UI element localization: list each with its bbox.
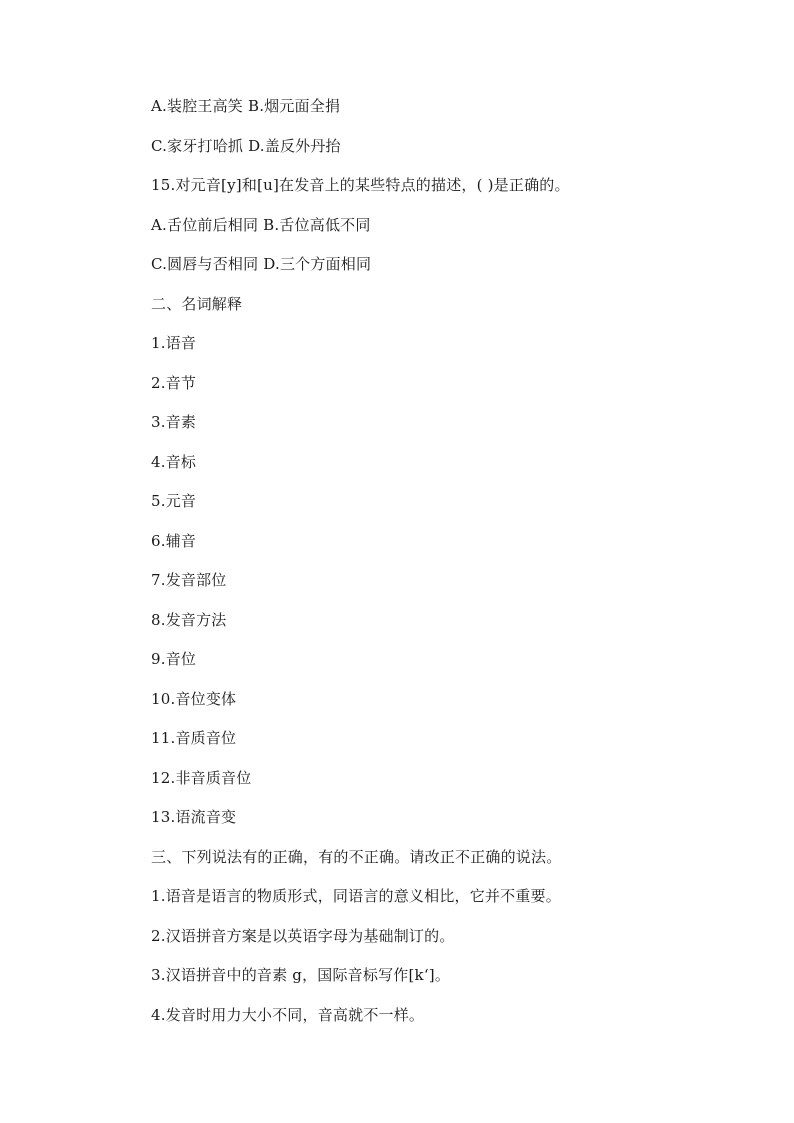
term-item-5: 5.元音 <box>151 492 197 510</box>
section-heading-statements: 三、下列说法有的正确，有的不正确。请改正不正确的说法。 <box>151 847 562 866</box>
document-page <box>151 94 751 1042</box>
statement-item-2: 2.汉语拼音方案是以英语字母为基础制订的。 <box>151 926 455 945</box>
term-item-9: 9.音位 <box>151 650 197 668</box>
term-item-6: 6.辅音 <box>151 531 197 550</box>
statement-item-4: 4.发音时用力大小不同，音高就不一样。 <box>151 1005 425 1024</box>
term-item-1: 1.语音 <box>151 334 197 352</box>
term-item-12: 12.非音质音位 <box>151 768 252 787</box>
statement-item-3: 3.汉语拼音中的音素 g，国际音标写作[k‘]。 <box>151 966 451 984</box>
option-line-15-cd: C.圆唇与否相同 D.三个方面相同 <box>151 255 372 273</box>
section-heading-terms: 二、名词解释 <box>151 294 243 313</box>
term-item-2: 2.音节 <box>151 373 197 392</box>
term-item-10: 10.音位变体 <box>151 689 237 708</box>
term-item-13: 13.语流音变 <box>151 808 237 826</box>
term-item-4: 4.音标 <box>151 452 197 471</box>
term-item-11: 11.音质音位 <box>151 729 237 747</box>
option-line-15-ab: A.舌位前后相同 B.舌位高低不同 <box>151 215 371 234</box>
question-15: 15.对元音[y]和[u]在发音上的某些特点的描述，( )是正确的。 <box>151 176 570 194</box>
statement-item-1: 1.语音是语言的物质形式，同语言的意义相比，它并不重要。 <box>151 887 561 905</box>
term-item-3: 3.音素 <box>151 413 197 431</box>
option-line-14-cd: C.家牙打哈抓 D.盖反外丹抬 <box>151 136 341 155</box>
option-line-14-ab: A.装腔王高笑 B.烟元面全捐 <box>151 97 341 115</box>
term-item-8: 8.发音方法 <box>151 610 227 629</box>
term-item-7: 7.发音部位 <box>151 571 227 589</box>
